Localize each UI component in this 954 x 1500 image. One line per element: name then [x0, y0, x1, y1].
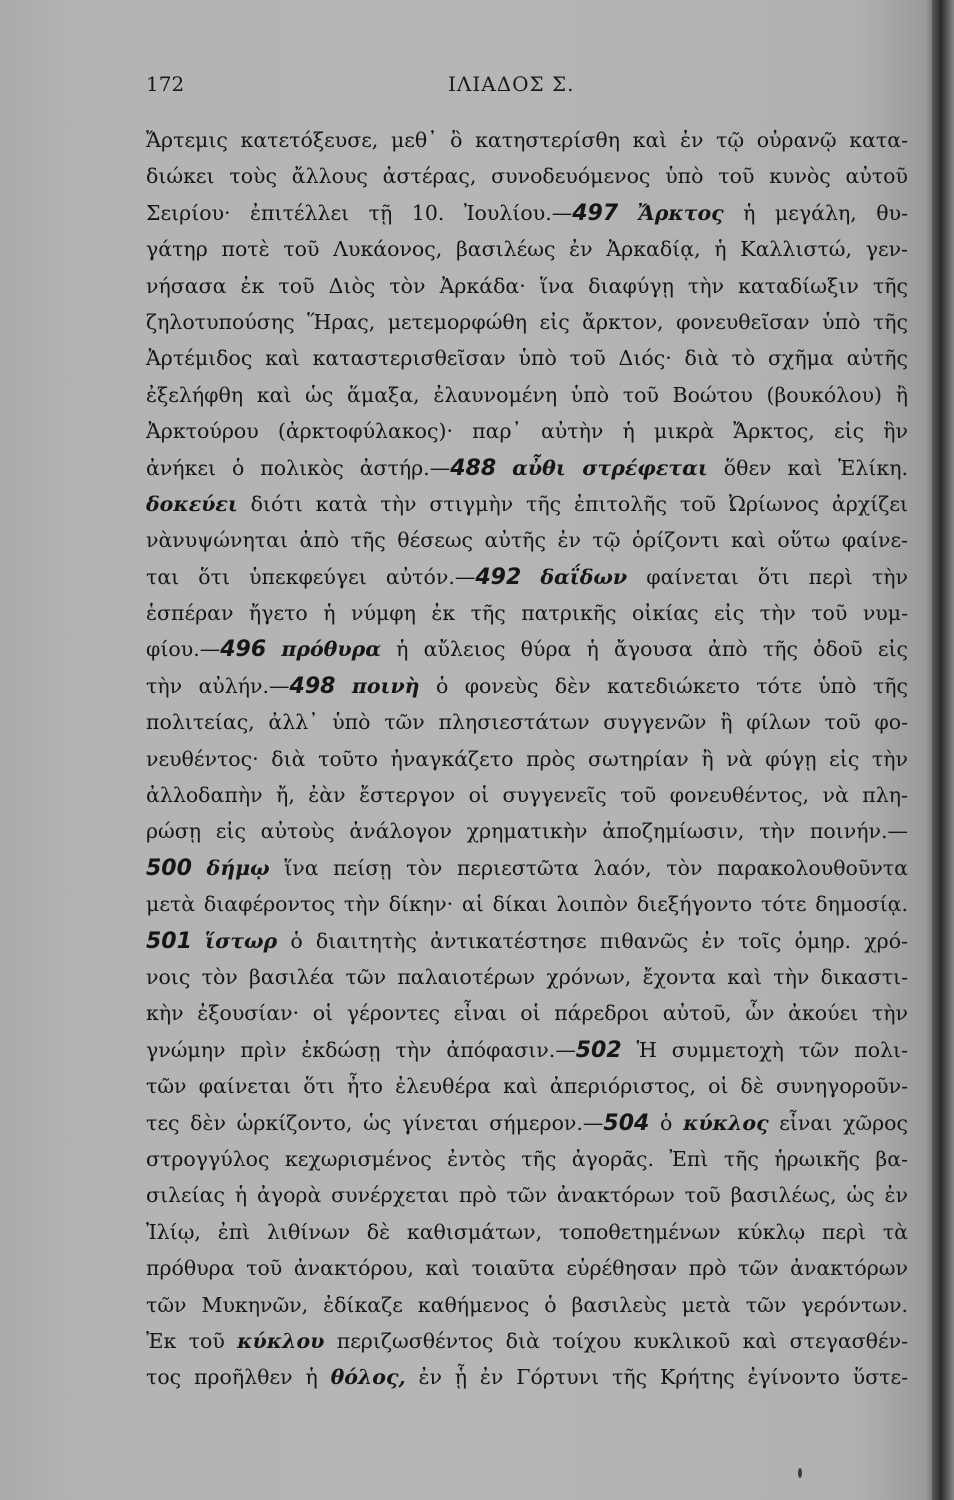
- text-segment: τες δὲν ὡρκίζοντο, ὡς γίνεται σήμερον.—: [146, 1110, 604, 1135]
- text-line: [146, 304, 908, 340]
- lemma-word: δοκεύει: [146, 491, 238, 516]
- text-line: [146, 995, 908, 1031]
- text-segment: ὁ φονεὺς δὲν κατεδιώκετο τότε ὑπὸ τῆς: [419, 673, 908, 698]
- text-segment: νὰνυψώνηται ἀπὸ τῆς θέσεως αὐτῆς ἐν τῷ ὁρίζοντι καὶ οὕτω φαίνε-: [146, 528, 908, 553]
- text-segment: φίου.—: [146, 637, 221, 662]
- commentary-text: [146, 122, 908, 1396]
- text-segment: νοις τὸν βασιλέα τῶν παλαιοτέρων χρόνων, ἔχοντα καὶ τὴν δικαστι-: [146, 964, 908, 989]
- text-segment: Ἄρτεμις κατετόξευσε, μεθ᾽ ὃ κατηστερίσθη καὶ ἐν τῷ οὐρανῷ κατα-: [146, 128, 908, 152]
- text-line: [146, 850, 908, 886]
- text-segment: νευθέντος· διὰ τοῦτο ἠναγκάζετο πρὸς σωτηρίαν ἢ νὰ φύγῃ εἰς τὴν: [146, 746, 908, 771]
- lemma-word: κύκλου: [237, 1328, 325, 1353]
- text-line: [146, 631, 908, 667]
- text-line: [146, 1323, 908, 1359]
- text-segment: τῶν Μυκηνῶν, ἐδίκαζε καθήμενος ὁ βασιλεὺς μετὰ τῶν γερόντων.: [146, 1292, 908, 1317]
- text-line: [146, 704, 908, 740]
- verse-number: 501: [146, 928, 192, 954]
- text-segment: Ἐκ τοῦ: [146, 1328, 238, 1353]
- verse-number: 502: [575, 1037, 622, 1063]
- text-line: [146, 413, 908, 449]
- text-line: [146, 668, 908, 704]
- text-line: [146, 777, 908, 813]
- text-segment: [192, 856, 207, 880]
- text-segment: ἑσπέραν ἤγετο ἡ νύμφη ἐκ τῆς πατρικῆς οἰκίας εἰς τὴν τοῦ νυμ-: [146, 601, 908, 626]
- verse-number: 500: [146, 855, 192, 881]
- text-line: [146, 522, 908, 558]
- text-segment: ται ὅτι ὑπεκφεύγει αὐτόν.—: [146, 564, 476, 589]
- verse-number: 492: [475, 564, 522, 590]
- text-segment: ὅθεν καὶ Ἑλίκη.: [707, 455, 908, 480]
- text-segment: γνώμην πρὶν ἐκδώσῃ τὴν ἀπόφασιν.—: [146, 1037, 576, 1062]
- text-segment: Σειρίου· ἐπιτέλλει τῇ 10. Ἰουλίου.—: [146, 200, 573, 225]
- text-line: [146, 1359, 908, 1395]
- text-segment: πρόθυρα τοῦ ἀνακτόρου, καὶ τοιαῦτα εὑρέθησαν πρὸ τῶν ἀνακτόρων: [146, 1256, 908, 1281]
- text-line: [146, 195, 908, 231]
- text-segment: σιλείας ἡ ἀγορὰ συνέρχεται πρὸ τῶν ἀνακτόρων τοῦ βασιλέως, ὡς ἐν: [146, 1183, 908, 1208]
- text-segment: ὁ διαιτητὴς ἀντικατέστησε πιθανῶς ἐν τοῖς ὁμηρ. χρό-: [277, 928, 908, 953]
- text-segment: [618, 201, 638, 225]
- running-head: ΙΛΙΑΔΟΣ Σ.: [448, 72, 575, 96]
- lemma-word: Ἄρκτος: [637, 200, 724, 225]
- text-segment: ἐξελήφθη καὶ ὡς ἅμαξα, ἐλαυνομένη ὑπὸ τοῦ Βοώτου (βουκόλου) ἢ: [146, 382, 908, 407]
- text-segment: [266, 637, 281, 661]
- text-segment: ἵνα πείσῃ τὸν περιεστῶτα λαόν, τὸν παρακολουθοῦντα: [269, 855, 908, 880]
- text-segment: [192, 929, 205, 953]
- text-segment: φαίνεται ὅτι περὶ τὴν: [627, 564, 908, 589]
- lemma-word: δαΐδων: [540, 564, 628, 589]
- text-segment: Ἰλίῳ, ἐπὶ λιθίνων δὲ καθισμάτων, τοποθετημένων κύκλῳ περὶ τὰ: [146, 1219, 908, 1244]
- text-segment: τὴν αὐλήν.—: [146, 673, 290, 698]
- text-segment: γάτηρ ποτὲ τοῦ Λυκάονος, βασιλέως ἐν Ἀρκαδίᾳ, ἡ Καλλιστώ, γεν-: [146, 237, 908, 262]
- text-segment: κὴν ἐξουσίαν· οἱ γέροντες εἶναι οἱ πάρεδροι αὐτοῦ, ὧν ἀκούει τὴν: [146, 1001, 908, 1026]
- text-segment: διότι κατὰ τὴν στιγμὴν τῆς ἐπιτολῆς τοῦ Ὠρίωνος ἀρχίζει: [237, 491, 908, 516]
- verse-number: 497: [572, 200, 619, 226]
- text-line: [146, 340, 908, 376]
- text-segment: νήσασα ἐκ τοῦ Διὸς τὸν Ἀρκάδα· ἵνα διαφύγῃ τὴν καταδίωξιν τῆς: [146, 273, 908, 298]
- text-line: [146, 886, 908, 922]
- text-line: [146, 1032, 908, 1068]
- text-segment: τῶν φαίνεται ὅτι ἦτο ἐλευθέρα καὶ ἀπεριόριστος, οἱ δὲ συνηγοροῦν-: [146, 1074, 908, 1099]
- lemma-word: ἵστωρ: [205, 928, 278, 953]
- text-line: [146, 158, 908, 194]
- lemma-word: κύκλος: [683, 1110, 769, 1135]
- verse-number: 504: [603, 1110, 650, 1136]
- text-segment: ἡ μεγάλη, θυ-: [723, 200, 908, 225]
- lemma-word: δήμῳ: [206, 855, 270, 880]
- text-line: [146, 595, 908, 631]
- text-line: [146, 486, 908, 522]
- text-segment: μετὰ διαφέροντος τὴν δίκην· αἱ δίκαι λοιπὸν διεξήγοντο τότε δημοσίᾳ.: [146, 892, 908, 917]
- verse-number: 498: [289, 673, 336, 699]
- text-line: [146, 959, 908, 995]
- text-line: [146, 923, 908, 959]
- text-line: [146, 1250, 908, 1286]
- text-segment: ἀλλοδαπὴν ἤ, ἐὰν ἔστεργον οἱ συγγενεῖς τοῦ φονευθέντος, νὰ πλη-: [146, 783, 908, 808]
- page-binding-edge: [932, 0, 954, 1500]
- text-line: [146, 1287, 908, 1323]
- text-segment: διώκει τοὺς ἄλλους ἀστέρας, συνοδευόμενος ὑπὸ τοῦ κυνὸς αὐτοῦ: [146, 164, 908, 189]
- text-segment: ἀνήκει ὁ πολικὸς ἀστήρ.—: [146, 455, 451, 480]
- text-line: [146, 1177, 908, 1213]
- text-segment: Ἡ συμμετοχὴ τῶν πολι-: [621, 1037, 908, 1062]
- text-line: [146, 559, 908, 595]
- page-number: 172: [146, 72, 185, 96]
- text-segment: πολιτείας, ἀλλ᾽ ὑπὸ τῶν πλησιεστάτων συγγενῶν ἢ φίλων τοῦ φο-: [146, 710, 908, 735]
- text-line: [146, 1068, 908, 1104]
- ink-speck: [798, 1468, 802, 1478]
- text-segment: [335, 674, 351, 698]
- text-segment: ἐν ᾗ ἐν Γόρτυνι τῆς Κρήτης ἐγίνοντο ὕστε-: [405, 1365, 908, 1390]
- text-segment: [496, 456, 512, 480]
- text-line: [146, 450, 908, 486]
- text-segment: ζηλοτυπούσης Ἥρας, μετεμορφώθη εἰς ἄρκτον, φονευθεῖσαν ὑπὸ τῆς: [146, 309, 908, 334]
- text-segment: τος προῆλθεν ἡ: [146, 1365, 331, 1390]
- text-line: [146, 1214, 908, 1250]
- text-segment: Ἀρκτούρου (ἀρκτοφύλακος)· παρ᾽ αὐτὴν ἡ μικρὰ Ἄρκτος, εἰς ἣν: [146, 419, 908, 444]
- text-segment: ἡ αὔλειος θύρα ἡ ἄγουσα ἀπὸ τῆς ὁδοῦ εἰς: [380, 637, 908, 662]
- text-segment: στρογγύλος κεχωρισμένος ἐντὸς τῆς ἀγορᾶς. Ἐπὶ τῆς ἡρωικῆς βα-: [146, 1146, 908, 1171]
- text-segment: ρώσῃ εἰς αὐτοὺς ἀνάλογον χρηματικὴν ἀποζημίωσιν, τὴν ποινήν.—: [146, 819, 908, 844]
- text-line: [146, 741, 908, 777]
- text-line: [146, 268, 908, 304]
- text-line: [146, 813, 908, 849]
- page-header: [146, 72, 906, 102]
- text-segment: Ἀρτέμιδος καὶ καταστερισθεῖσαν ὑπὸ τοῦ Διός· διὰ τὸ σχῆμα αὐτῆς: [146, 346, 908, 371]
- text-segment: εἶναι χῶρος: [768, 1110, 908, 1135]
- text-line: [146, 1105, 908, 1141]
- text-line: [146, 377, 908, 413]
- lemma-word: αὖθι στρέφεται: [512, 455, 708, 480]
- text-segment: [521, 565, 540, 589]
- text-line: [146, 1141, 908, 1177]
- lemma-word: θόλος,: [330, 1365, 406, 1390]
- verse-number: 496: [220, 637, 267, 663]
- text-segment: ὁ: [649, 1110, 684, 1135]
- lemma-word: πρόθυρα: [281, 637, 381, 662]
- verse-number: 488: [450, 455, 497, 481]
- text-line: [146, 122, 908, 158]
- text-segment: περιζωσθέντος διὰ τοίχου κυκλικοῦ καὶ στεγασθέν-: [324, 1328, 909, 1353]
- lemma-word: ποινὴ: [351, 673, 420, 698]
- text-line: [146, 231, 908, 267]
